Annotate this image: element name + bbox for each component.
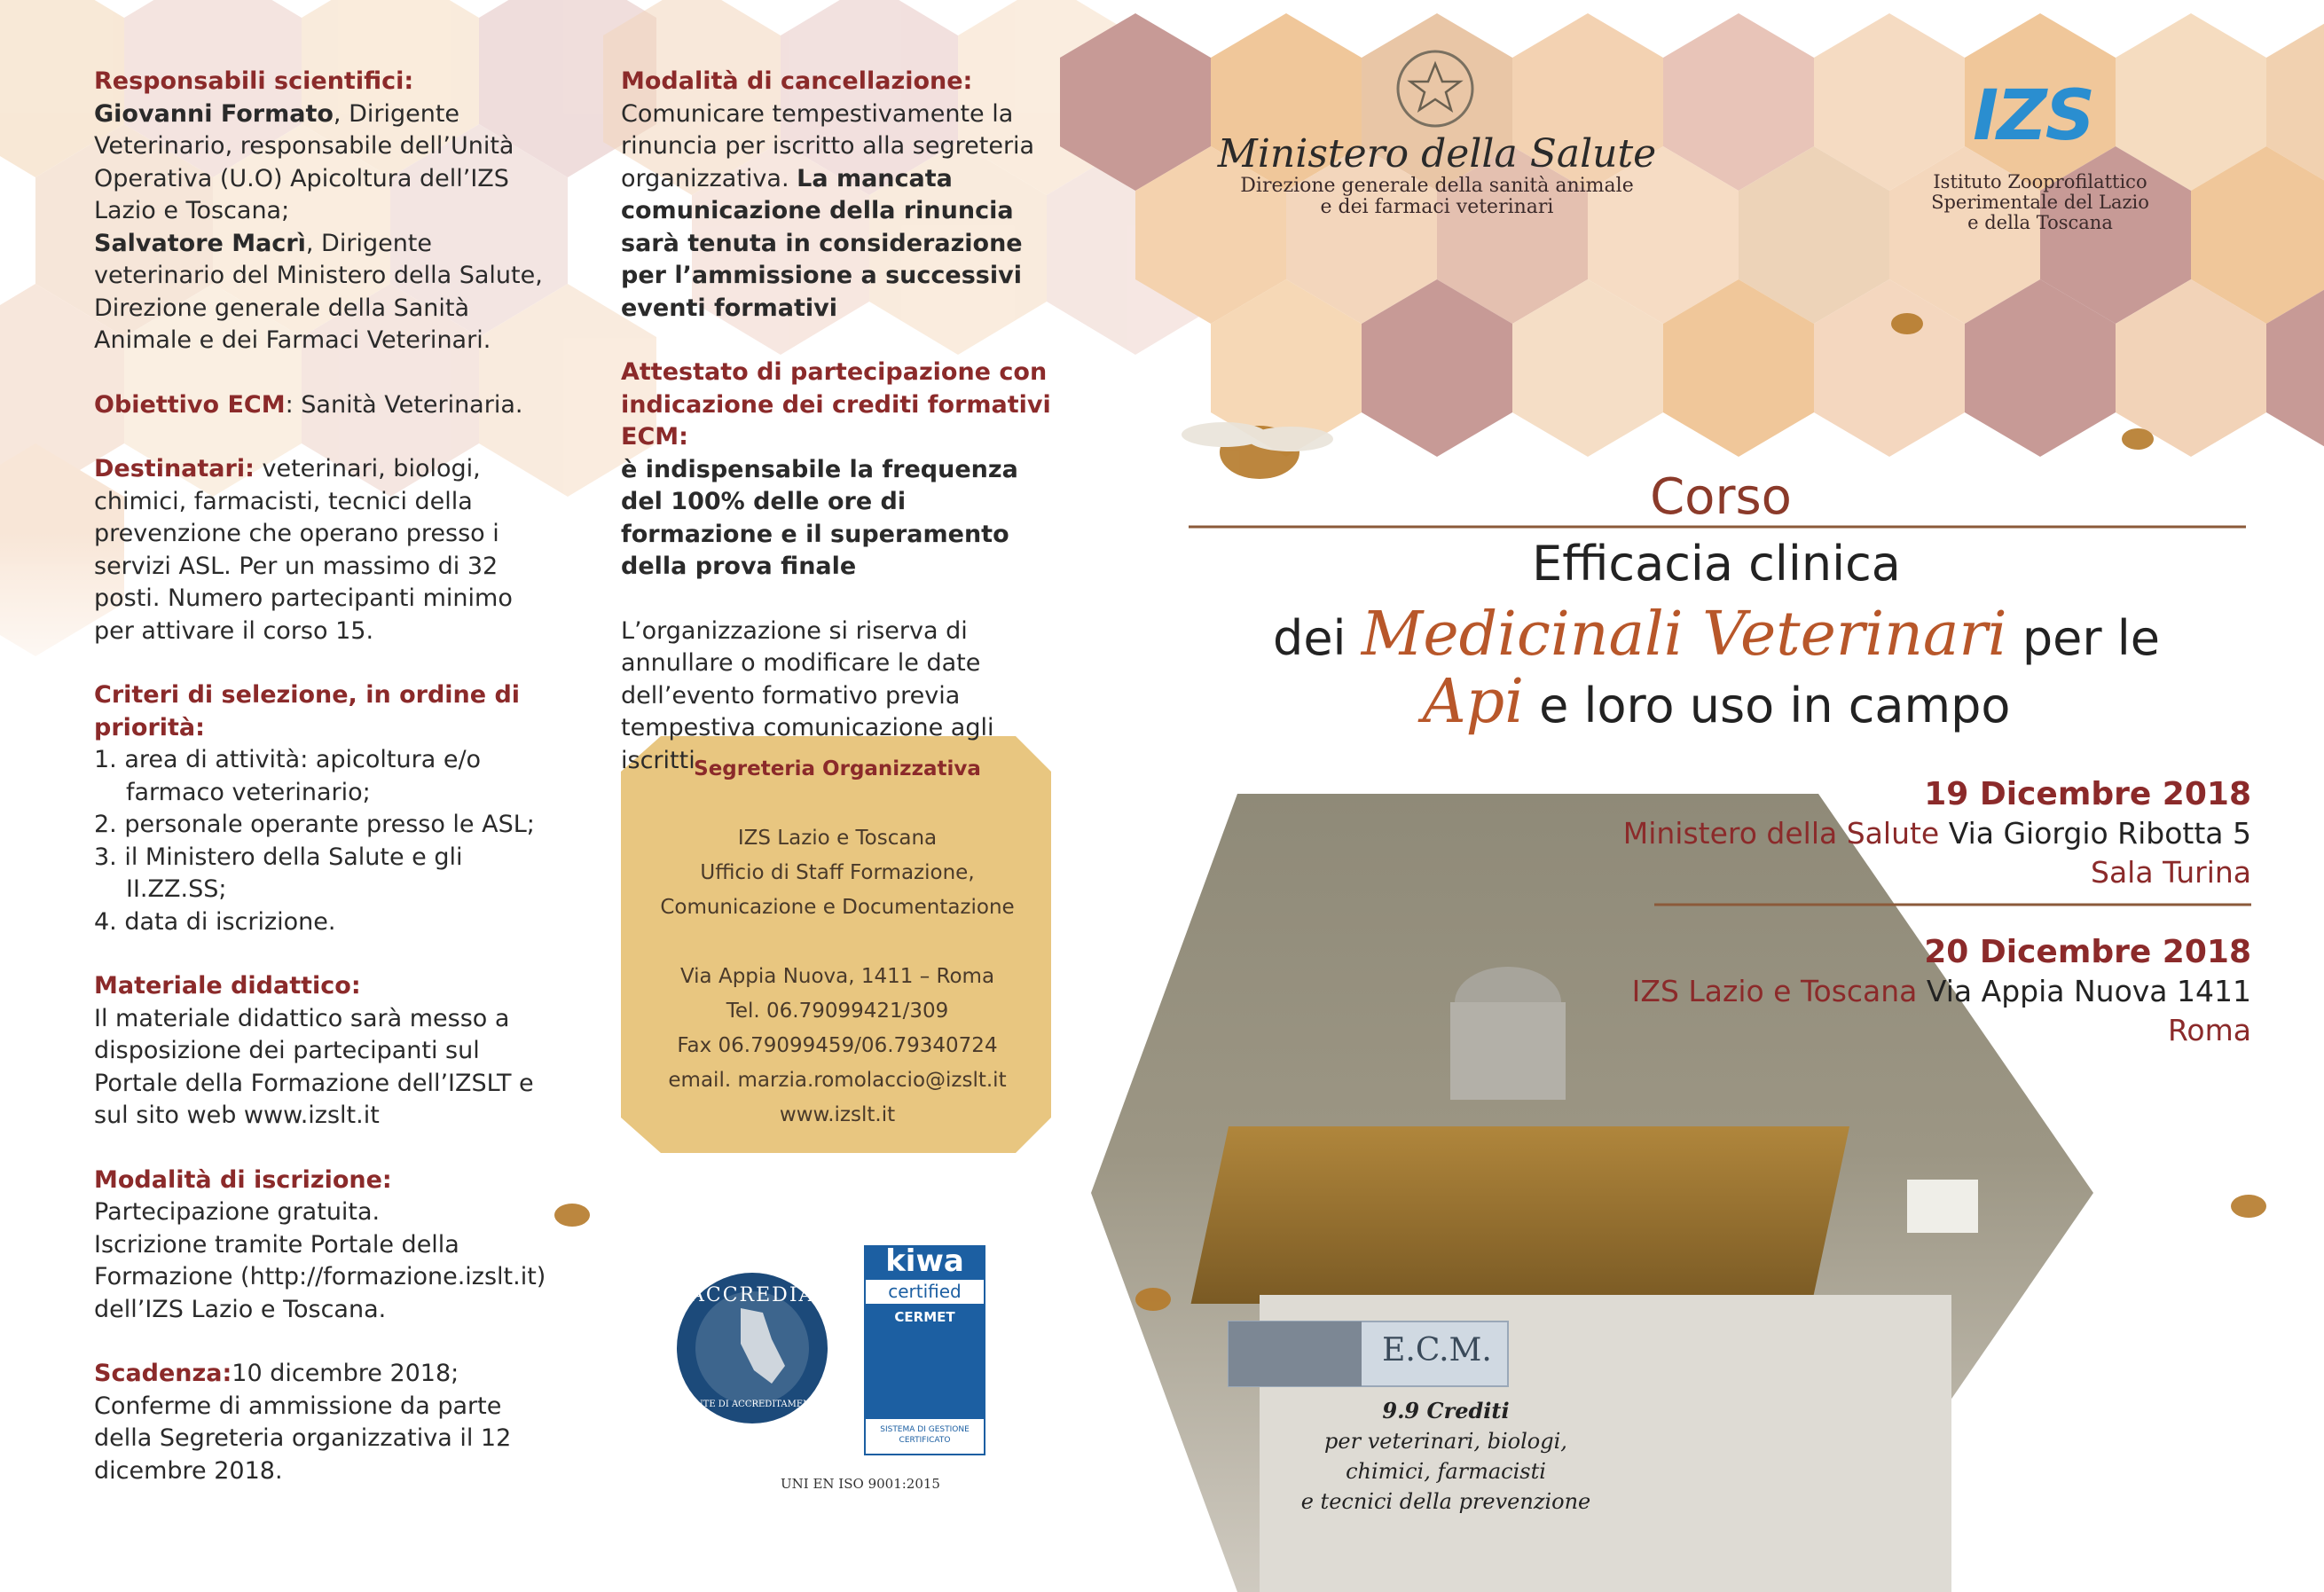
ministero-sub-1: Direzione generale della sanità animale	[1240, 175, 1634, 197]
criteri-heading: Criteri di selezione, in ordine di priorità:	[94, 681, 521, 741]
date-1: 19 Dicembre 2018	[1924, 776, 2251, 812]
kiwa-text: kiwa	[885, 1243, 964, 1279]
criteri-item: 1. area di attività: apicoltura e/o farmaco veterinario;	[94, 746, 482, 806]
cancellazione-heading: Modalità di cancellazione:	[621, 67, 973, 95]
segreteria-line: IZS Lazio e Toscana	[737, 827, 938, 850]
city-2: Roma	[2167, 1013, 2251, 1047]
ecm-line-3: e tecnici della prevenzione	[1300, 1489, 1591, 1514]
izs-line-2: Sperimentale del Lazio	[1931, 192, 2149, 213]
izs-block	[1907, 172, 2173, 233]
segreteria-email[interactable]: email. marzia.romolaccio@izslt.it	[668, 1069, 1007, 1092]
attestato-text: è indispensabile la frequenza del 100% delle ore di formazione e il superamento della prova finale	[621, 455, 1018, 580]
right-hex-pattern	[1060, 13, 2324, 457]
segreteria-text	[621, 752, 1054, 1133]
kiwa-foot: SISTEMA DI GESTIONE CERTIFICATO	[880, 1425, 970, 1445]
ecm-line-2: chimici, farmacisti	[1346, 1459, 1546, 1484]
ministero-name: Ministero della Salute	[1217, 131, 1657, 176]
segreteria-line: Tel. 06.79099421/309	[726, 1000, 949, 1023]
materiale-heading: Materiale didattico:	[94, 972, 361, 1000]
riserva-text: L’organizzazione si riserva di annullare o modificare le date dell’evento formativo previa tempestiva comunicazione agli iscritti	[621, 616, 994, 774]
kiwa-sub: certified	[888, 1281, 962, 1302]
izs-line-3: e della Toscana	[1967, 212, 2113, 233]
room-1: Sala Turina	[2091, 855, 2251, 890]
course-title-line-1: Efficacia clinica	[1532, 536, 1901, 592]
venue-2: IZS Lazio e Toscana Via Appia Nuova 1411	[1631, 974, 2251, 1008]
criteri-item: 3. il Ministero della Salute e gli II.ZZ.SS;	[94, 843, 463, 903]
iscrizione-text-2: Iscrizione tramite Portale della Formazione (http://formazione.izslt.it) dell’IZS Lazio e Toscana.	[94, 1230, 546, 1323]
criteri-list	[94, 744, 546, 938]
responsabili-text-1: Giovanni Formato, Dirigente Veterinario, responsabile dell’Unità Operativa (U.O) Apicoltura dell’IZS Lazio e Toscana;	[94, 99, 514, 224]
segreteria-line: Fax 06.79099459/06.79340724	[677, 1034, 998, 1057]
cancellazione-text: Comunicare tempestivamente la rinuncia per iscritto alla segreteria organizzativa. La mancata comunicazione della rinuncia sarà tenuta in considerazione per l’ammissione a successivi eventi formativi	[621, 99, 1035, 322]
ministero-sub-2: e dei farmaci veterinari	[1320, 196, 1554, 218]
segreteria-title: Segreteria Organizzativa	[694, 757, 981, 780]
ecm-credits: 9.9 Crediti	[1382, 1398, 1510, 1423]
course-title-line-2: dei Medicinali Veterinari per le	[1273, 600, 2160, 670]
venue-1: Ministero della Salute Via Giorgio Ribotta 5	[1622, 816, 2251, 851]
attestato-heading: Attestato di partecipazione con indicazione dei crediti formativi ECM:	[621, 358, 1051, 451]
ecm-logo-text: E.C.M.	[1382, 1332, 1492, 1368]
segreteria-line: Ufficio di Staff Formazione,	[700, 861, 975, 884]
segreteria-website[interactable]: www.izslt.it	[779, 1103, 896, 1126]
course-title-line-3: Api e loro uso in campo	[1422, 667, 2011, 737]
course-label: Corso	[1650, 468, 1792, 526]
criteri-item: 4. data di iscrizione.	[94, 907, 336, 936]
ecm-caption	[1215, 1396, 1676, 1517]
iscrizione-text-1: Partecipazione gratuita.	[94, 1198, 381, 1226]
iso-standard: UNI EN ISO 9001:2015	[781, 1476, 940, 1492]
middle-column	[621, 66, 1064, 777]
obiettivo-ecm: Obiettivo ECM: Sanità Veterinaria.	[94, 390, 523, 419]
responsabili-heading: Responsabili scientifici:	[94, 67, 414, 95]
iscrizione-heading: Modalità di iscrizione:	[94, 1165, 392, 1194]
izs-line-1: Istituto Zooprofilattico	[1933, 171, 2147, 192]
segreteria-line: Comunicazione e Documentazione	[660, 896, 1015, 919]
ecm-line-1: per veterinari, biologi,	[1324, 1429, 1567, 1454]
date-block-2	[1632, 933, 2251, 1050]
izs-logo: IZS	[1973, 76, 2093, 156]
responsabili-text-2: Salvatore Macrì, Dirigente veterinario del Ministero della Salute, Direzione generale della Sanità Animale e dei Farmaci Veterinari.	[94, 229, 543, 354]
ministero-block	[1206, 133, 1668, 218]
date-block-1	[1623, 775, 2251, 892]
segreteria-line: Via Appia Nuova, 1411 – Roma	[679, 965, 995, 988]
left-column	[94, 66, 546, 1487]
scadenza: Scadenza:10 dicembre 2018; Conferme di ammissione da parte della Segreteria organizzativa il 12 dicembre 2018.	[94, 1360, 512, 1485]
criteri-item: 2. personale operante presso le ASL;	[94, 811, 535, 838]
cermet-text: CERMET	[894, 1309, 955, 1325]
destinatari: Destinatari: veterinari, biologi, chimici, farmacisti, tecnici della prevenzione che operano presso i servizi ASL. Per un massimo di 32 posti. Numero partecipanti minimo per attivare il corso 15.	[94, 455, 513, 645]
materiale-text: Il materiale didattico sarà messo a disposizione dei partecipanti sul Portale della Formazione dell’IZSLT e sul sito web www.izslt.it	[94, 1004, 534, 1129]
accredia-sub: L'ENTE DI ACCREDITAMENTO	[680, 1400, 824, 1409]
date-2: 20 Dicembre 2018	[1924, 934, 2251, 970]
accredia-text: ACCREDIA	[690, 1284, 815, 1306]
